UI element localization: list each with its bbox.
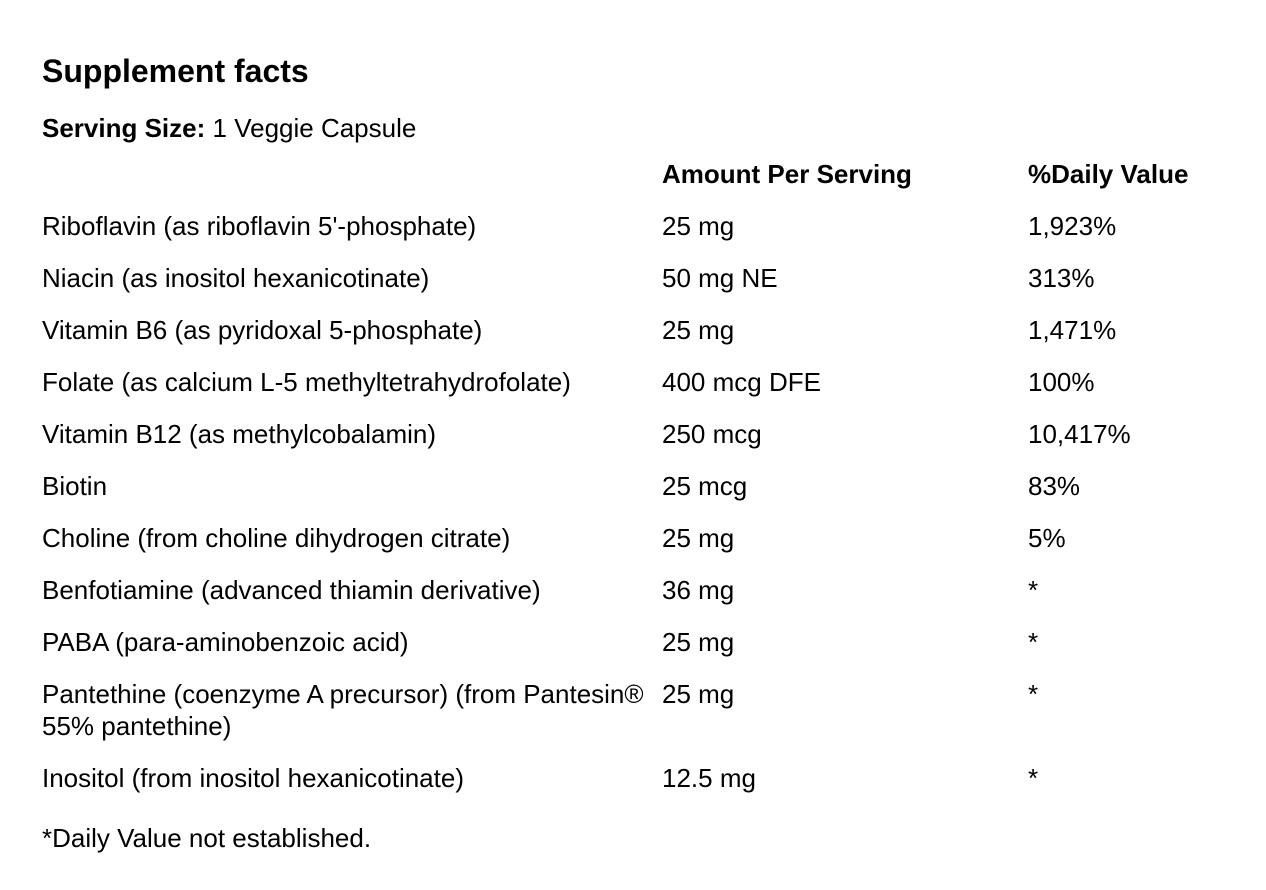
table-row (42, 314, 1228, 366)
page-title: Supplement facts (42, 53, 309, 89)
nutrient-amount: 25 mg (662, 627, 735, 657)
serving-size (42, 112, 416, 144)
serving-size-value: 1 Veggie Capsule (212, 113, 417, 143)
nutrient-name: Riboflavin (as riboflavin 5'-phosphate) (42, 211, 477, 241)
nutrient-amount: 250 mcg (662, 419, 762, 449)
table-header-row (42, 158, 1228, 210)
nutrient-daily-value: 1,471% (1028, 315, 1117, 345)
nutrient-name: Biotin (42, 471, 108, 501)
header-name (42, 158, 662, 210)
serving-size-label: Serving Size: (42, 113, 206, 143)
nutrient-daily-value: 313% (1028, 263, 1095, 293)
nutrient-amount: 25 mg (662, 523, 735, 553)
nutrient-name: Choline (from choline dihydrogen citrate) (42, 523, 511, 553)
table-row (42, 574, 1228, 626)
nutrient-amount: 400 mcg DFE (662, 367, 821, 397)
nutrient-amount: 25 mg (662, 679, 735, 709)
table-row (42, 522, 1228, 574)
header-daily-value: %Daily Value (1028, 159, 1189, 189)
nutrient-amount: 25 mg (662, 315, 735, 345)
nutrient-daily-value: 83% (1028, 471, 1081, 501)
table-row (42, 470, 1228, 522)
supplement-facts-table (42, 158, 1228, 814)
table-row (42, 210, 1228, 262)
table-row (42, 626, 1228, 678)
nutrient-amount: 36 mg (662, 575, 735, 605)
nutrient-name: PABA (para-aminobenzoic acid) (42, 627, 409, 657)
nutrient-daily-value: 100% (1028, 367, 1095, 397)
nutrient-daily-value: * (1028, 679, 1039, 709)
table-row (42, 678, 1228, 762)
nutrient-name: Folate (as calcium L-5 methyltetrahydrofolate) (42, 367, 571, 397)
nutrient-name: Benfotiamine (advanced thiamin derivative) (42, 575, 541, 605)
nutrient-daily-value: 10,417% (1028, 419, 1131, 449)
footnote: *Daily Value not established. (42, 823, 372, 853)
nutrient-name: Pantethine (coenzyme A precursor) (from Pantesin® 55% pantethine) (42, 679, 644, 741)
nutrient-daily-value: 1,923% (1028, 211, 1117, 241)
nutrient-daily-value: * (1028, 627, 1039, 657)
header-amount: Amount Per Serving (662, 159, 912, 189)
table-row (42, 262, 1228, 314)
table-row (42, 366, 1228, 418)
nutrient-amount: 25 mcg (662, 471, 748, 501)
nutrient-name: Niacin (as inositol hexanicotinate) (42, 263, 430, 293)
nutrient-daily-value: * (1028, 575, 1039, 605)
nutrient-daily-value: 5% (1028, 523, 1066, 553)
nutrient-name: Inositol (from inositol hexanicotinate) (42, 763, 464, 793)
table-row (42, 418, 1228, 470)
nutrient-name: Vitamin B12 (as methylcobalamin) (42, 419, 437, 449)
table-row (42, 762, 1228, 814)
nutrient-amount: 25 mg (662, 211, 735, 241)
nutrient-amount: 12.5 mg (662, 763, 756, 793)
nutrient-name: Vitamin B6 (as pyridoxal 5-phosphate) (42, 315, 483, 345)
nutrient-amount: 50 mg NE (662, 263, 778, 293)
nutrient-daily-value: * (1028, 763, 1039, 793)
